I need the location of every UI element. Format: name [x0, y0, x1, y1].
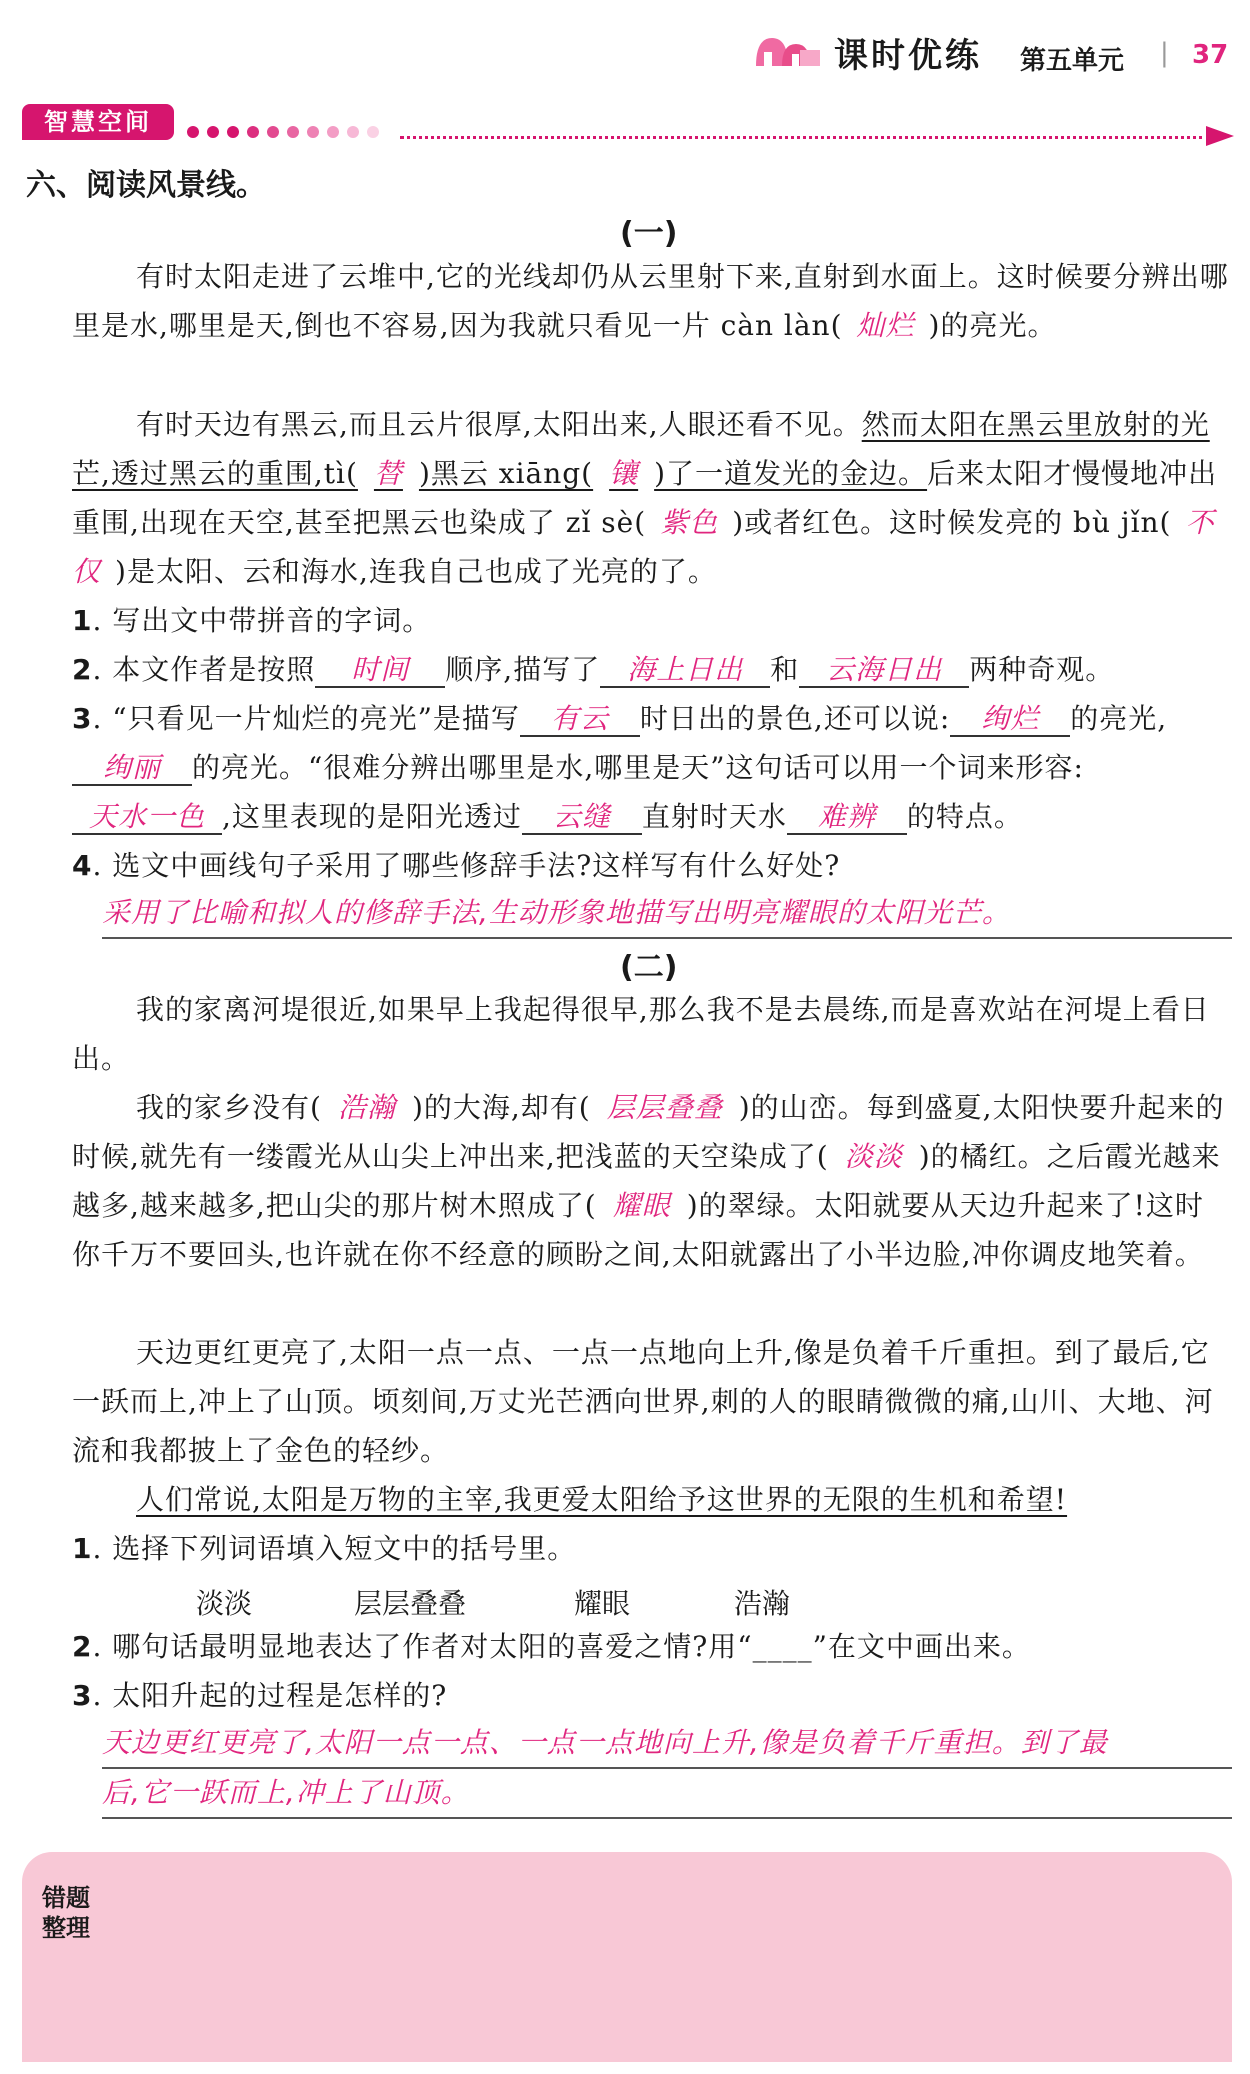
word-choice-4: 浩瀚	[734, 1587, 791, 1620]
answer-cloud-gap: 云缝	[522, 802, 642, 835]
answer-canlan: 灿烂	[856, 309, 915, 342]
answer-scene-1: 海上日出	[600, 655, 770, 688]
answer-hard-to-tell: 难辨	[787, 802, 907, 835]
part1-question-2: 2. 本文作者是按照 时间 顺序,描写了 海上日出 和 云海日出 两种奇观。	[72, 653, 1115, 686]
answer-cengceng: 层层叠叠	[606, 1091, 723, 1124]
page-number: 37	[1192, 40, 1229, 70]
answer-ti: 替	[373, 457, 403, 490]
part2-question-3: 3. 太阳升起的过程是怎样的?	[72, 1679, 448, 1712]
header-separator: |	[1160, 38, 1169, 68]
book-title: 课时优练	[834, 36, 982, 76]
banner-dots	[186, 124, 406, 138]
error-review-label-1: 错题	[42, 1884, 90, 1912]
part1-paragraph-2: 有时天边有黑云,而且云片很厚,太阳出来,人眼还看不见。然而太阳在黑云里放射的光芒,透过黑云的重围,tì( 替 )黑云 xiāng( 镶 )了一道发光的金边。后来太阳才慢慢地冲出重围,出现在天空,甚至把黑云也染成了 zǐ sè( 紫色 )或者红色。这时候发亮的 bù jǐn( 不仅 )是太阳、云和海水,连我自己也成了光亮的了。	[72, 408, 1218, 588]
part2-question-2: 2. 哪句话最明显地表达了作者对太阳的喜爱之情?用“____”在文中画出来。	[72, 1630, 1031, 1663]
part2-q3-answer-line-2: 后,它一跃而上,冲上了山顶。	[102, 1768, 1232, 1819]
answer-order: 时间	[315, 655, 445, 688]
part2-paragraph-2: 我的家乡没有( 浩瀚 )的大海,却有( 层层叠叠 )的山峦。每到盛夏,太阳快要升起来的时候,就先有一缕霞光从山尖上冲出来,把浅蓝的天空染成了( 淡淡 )的橘红。之后霞光越来越多,越来越多,把山尖的那片树木照成了( 耀眼 )的翠绿。太阳就要从天边升起来了!这时你千万不要回头,也许就在你不经意的顾盼之间,太阳就露出了小半边脸,冲你调皮地笑着。	[72, 1091, 1225, 1271]
answer-xiang: 镶	[609, 457, 639, 490]
part1-heading: (一)	[620, 216, 678, 251]
error-review-label-2: 整理	[42, 1914, 90, 1942]
word-choice-3: 耀眼	[574, 1587, 631, 1620]
answer-synonym-1: 绚烂	[950, 704, 1070, 737]
part2-q3-answer-line-1: 天边更红更亮了,太阳一点一点、一点一点地向上升,像是负着千斤重担。到了最	[102, 1718, 1232, 1769]
part2-paragraph-4: 人们常说,太阳是万物的主宰,我更爱太阳给予这世界的无限的生机和希望!	[136, 1483, 1068, 1516]
banner-dotted-line	[400, 136, 1210, 139]
unit-label: 第五单元	[1020, 46, 1125, 76]
part2-paragraph-1: 我的家离河堤很近,如果早上我起得很早,那么我不是去晨练,而是喜欢站在河堤上看日出。	[72, 993, 1210, 1075]
part1-question-4: 4. 选文中画线句子采用了哪些修辞手法?这样写有什么好处?	[72, 849, 841, 882]
part2-heading: (二)	[620, 950, 678, 985]
answer-scene-2: 云海日出	[799, 655, 969, 688]
underlined-sentence: 然而太阳在黑云里放射的光芒,透过黑云的重围,tì( 替 )黑云 xiāng( 镶 )了一道发光的金边。	[72, 408, 1210, 490]
part1-q4-answer: 采用了比喻和拟人的修辞手法,生动形象地描写出明亮耀眼的太阳光芒。	[102, 888, 1232, 939]
part1-question-1: 1. 写出文中带拼音的字词。	[72, 604, 432, 637]
answer-yaoyan: 耀眼	[612, 1189, 671, 1222]
answer-weather: 有云	[520, 704, 640, 737]
answer-idiom: 天水一色	[72, 802, 222, 835]
banner-arrow-icon	[1206, 126, 1234, 150]
word-choice-2: 层层叠叠	[354, 1587, 467, 1620]
section-banner-label: 智慧空间	[44, 108, 152, 136]
answer-bujin: 不仅	[72, 506, 1215, 588]
error-review-box[interactable]	[22, 1852, 1232, 2062]
answer-synonym-2: 绚丽	[72, 753, 192, 786]
part2-question-1: 1. 选择下列词语填入短文中的括号里。	[72, 1532, 577, 1565]
answer-dandan: 淡淡	[844, 1140, 903, 1173]
section-banner	[22, 104, 174, 140]
header-logo-icon	[752, 30, 824, 70]
part1-question-3: 3. “只看见一片灿烂的亮光”是描写 有云 时日出的景色,还可以说: 绚烂 的亮光,绚丽 的亮光。“很难分辨出哪里是水,哪里是天”这句话可以用一个词来形容:天水一色 ,这里表现的是阳光透过 云缝 直射时天水 难辨 的特点。	[72, 702, 1168, 833]
part2-paragraph-3: 天边更红更亮了,太阳一点一点、一点一点地向上升,像是负着千斤重担。到了最后,它一跃而上,冲上了山顶。顷刻间,万丈光芒洒向世界,刺的人的眼睛微微的痛,山川、大地、河流和我都披上了金色的轻纱。	[72, 1336, 1214, 1467]
word-choice-1: 淡淡	[196, 1587, 253, 1620]
section-title: 六、阅读风景线。	[26, 168, 266, 203]
answer-haohan: 浩瀚	[337, 1091, 396, 1124]
answer-zise: 紫色	[660, 506, 719, 539]
part1-paragraph-1: 有时太阳走进了云堆中,它的光线却仍从云里射下来,直射到水面上。这时候要分辨出哪里是水,哪里是天,倒也不容易,因为我就只看见一片 càn làn( 灿烂 )的亮光。	[72, 260, 1229, 342]
